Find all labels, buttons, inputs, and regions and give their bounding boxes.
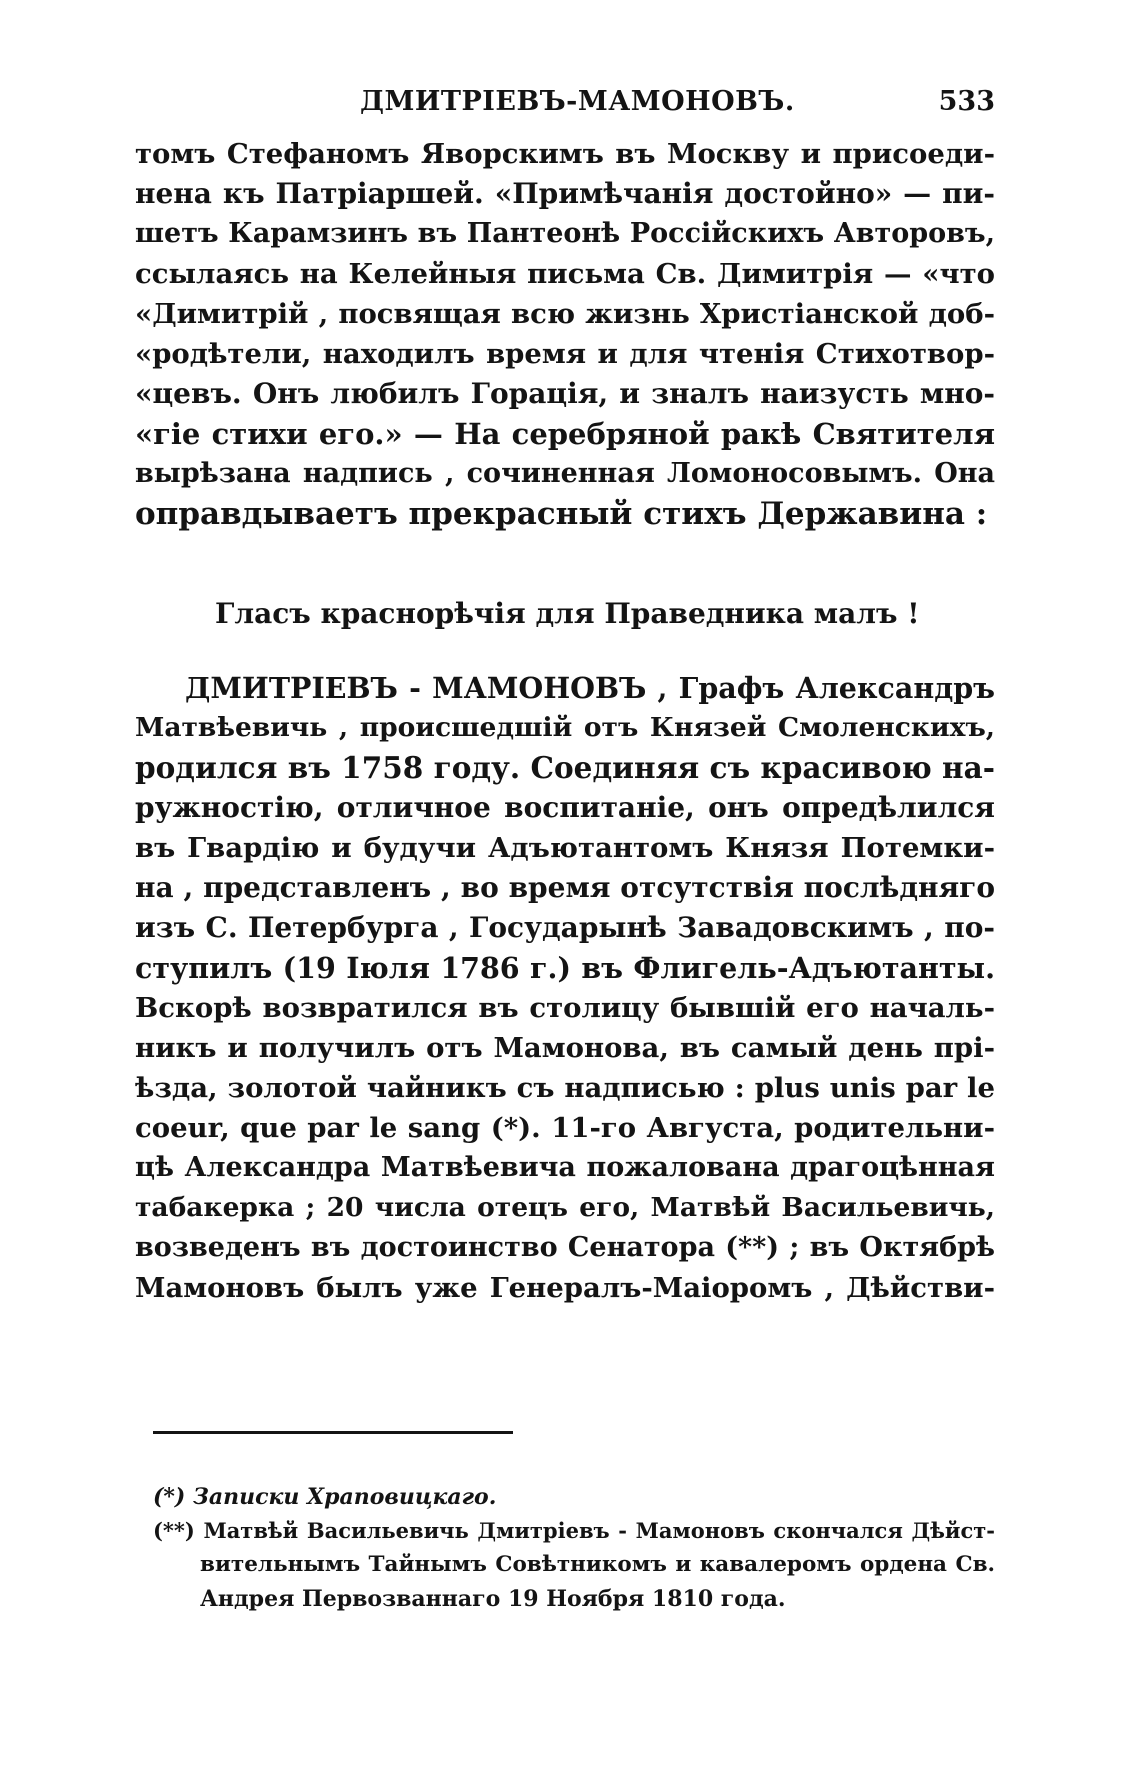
text-line: Мамоновъ былъ уже Генералъ-Маіоромъ , Дѣйстви- (135, 1272, 995, 1304)
footnote-2: (**) Матвѣй Васильевичь Дмитріевъ - Мамоновъ скончался Дѣйст- (153, 1518, 995, 1543)
running-title: ДМИТРІЕВЪ-МАМОНОВЪ. (360, 86, 795, 117)
footnote-rule (153, 1431, 513, 1434)
page-number: 533 (938, 86, 995, 117)
running-head (135, 86, 995, 126)
text-line: томъ Стефаномъ Яворскимъ въ Москву и присоеди- (135, 138, 995, 170)
text-line: «родѣтели, находилъ время и для чтенія Стихотвор- (135, 338, 995, 370)
text-line: нена къ Патріаршей. «Примѣчанія достойно» — пи- (135, 177, 995, 210)
text-line: вырѣзана надпись , сочиненная Ломоносовымъ. Она (135, 458, 995, 489)
text-line: родился въ 1758 году. Соединяя съ красивою на- (135, 750, 995, 785)
text-line: ступилъ (19 Іюля 1786 г.) въ Флигель-Адъютанты. (135, 951, 995, 985)
text-line: въ Гвардію и будучи Адъютантомъ Князя Потемки- (135, 832, 995, 864)
verse-quote: Гласъ краснорѣчія для Праведника малъ ! (215, 597, 920, 630)
text-line: coeur, que par le sang (*). 11-го Августа, родительни- (135, 1112, 995, 1144)
text-line: «гіе стихи его.» — На серебряной ракѣ Святителя (135, 417, 995, 451)
text-line: на , представленъ , во время отсутствія послѣдняго (135, 871, 995, 904)
text-line: цѣ Александра Матвѣевича пожалована драгоцѣнная (135, 1152, 995, 1183)
footnote-1: (*) Записки Храповицкаго. (153, 1484, 497, 1510)
text-line: табакерка ; 20 числа отецъ его, Матвѣй Васильевичь, (135, 1192, 995, 1223)
text-line: Матвѣевичь , происшедшій отъ Князей Смоленскихъ, (135, 712, 995, 743)
text-line: «цевъ. Онъ любилъ Горація, и зналъ наизусть мно- (135, 377, 995, 410)
text-line: «Димитрій , посвящая всю жизнь Христіанской доб- (135, 298, 995, 330)
text-line: ѣзда, золотой чайникъ съ надписью : plus unis par le (135, 1072, 995, 1104)
text-line: шетъ Карамзинъ въ Пантеонѣ Россійскихъ Авторовъ, (135, 218, 995, 249)
text-line: никъ и получилъ отъ Мамонова, въ самый день прі- (135, 1032, 995, 1064)
text-line: возведенъ въ достоинство Сенатора (**) ; въ Октябрѣ (135, 1232, 995, 1263)
text-line: ссылаясь на Келейныя письма Св. Димитрія — «что (135, 258, 995, 290)
footnote-2-continued: Андрея Первозваннаго 19 Ноября 1810 года. (200, 1586, 786, 1612)
text-line: оправдываетъ прекрасный стихъ Державина : (135, 496, 988, 532)
footnote-2-continued: вительнымъ Тайнымъ Совѣтникомъ и кавалеромъ ордена Св. (200, 1552, 995, 1577)
text-line: Вскорѣ возвратился въ столицу бывшій его началь- (135, 992, 995, 1024)
text-line: ружностію, отличное воспитаніе, онъ опредѣлился (135, 791, 995, 824)
entry-heading-line: ДМИТРІЕВЪ - МАМОНОВЪ , Графъ Александръ (185, 671, 995, 705)
text-line: изъ С. Петербурга , Государынѣ Завадовскимъ , по- (135, 911, 995, 944)
